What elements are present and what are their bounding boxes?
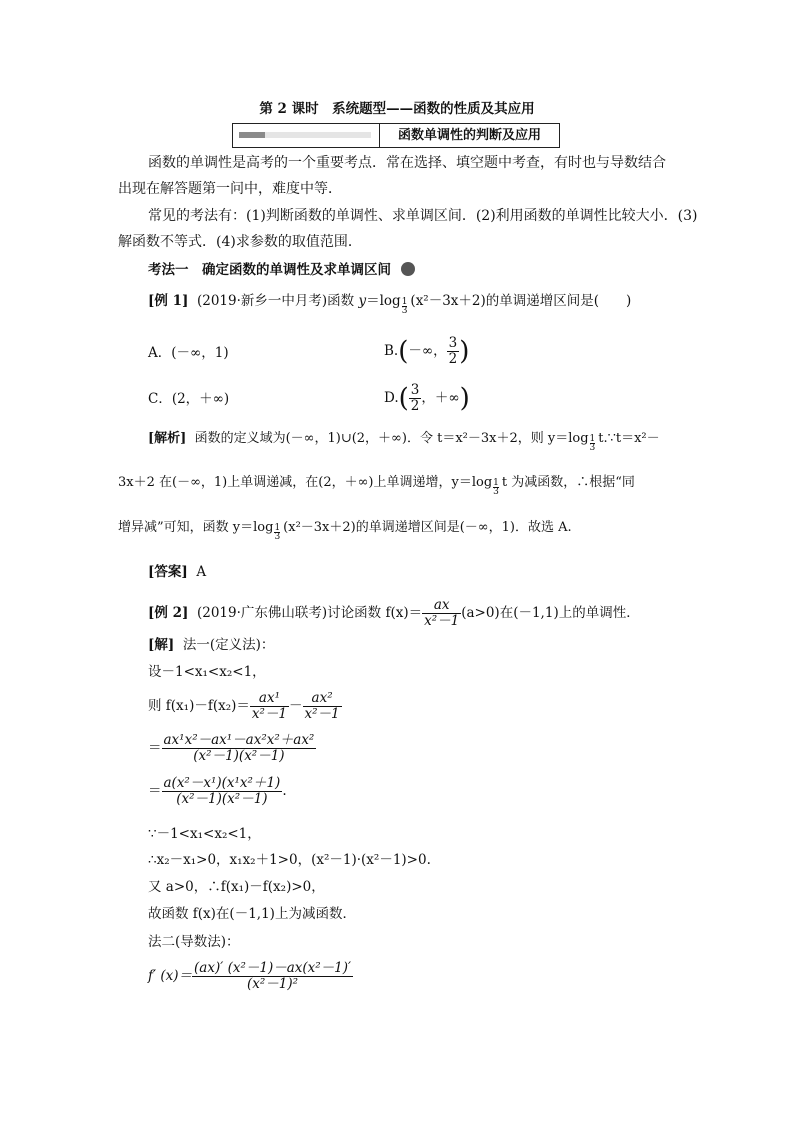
solution-step-5: ∴x₂－x₁>0，x₁x₂＋1>0，(x²－1)·(x²－1)>0.	[148, 852, 431, 868]
example-1-question: [例 1] (2019·新乡一中月考)函数 y＝log $\frac{1}{3} (x^2-3x+2)$的单调递增区间是( )	[148, 293, 632, 316]
solution-step-2: ＝ $\frac{\text{ax¹x²－ax¹－ax²x²＋ax²}}{\text{(x²－1)(x²－1)}}$	[148, 732, 315, 764]
option-b: B.(－∞， $\frac{3}{2}$ )	[384, 335, 470, 367]
solution-step-1: 则 f(x₁)－f(x₂)＝ $\frac{\text{ax¹}}{\text{x²－1}}$ － $\frac{\text{ax²}}{\text{x²－1}}$	[148, 690, 340, 722]
intro-paragraph-2-line-1: 常见的考法有：(1)判断函数的单调性、求单调区间．(2)利用函数的单调性比较大小．(3)	[148, 208, 698, 224]
intro-paragraph-1-line-1: 函数的单调性是高考的一个重要考点．常在选择、填空题中考查，有时也与导数结合	[148, 155, 666, 171]
solution-set-line: 设－1<x₁<x₂<1，	[148, 664, 266, 680]
answer-line: [答案] A	[148, 564, 207, 580]
banner-progress-bar	[239, 132, 371, 138]
method-1-heading: 考法一 确定函数的单调性及求单调区间	[148, 261, 415, 279]
example-2-question: [例 2] (2019·广东佛山联考)讨论函数 f(x)＝ $\frac{ax}{\text{x²－1}}$ (a>0)在(－1,1)上的单调性．	[148, 597, 640, 629]
banner-label: 函数单调性的判断及应用	[397, 128, 541, 143]
intro-paragraph-2-line-2: 解函数不等式．(4)求参数的取值范围．	[118, 234, 362, 250]
solution-step-3: ＝ $\frac{\text{a(x²－x¹)(x¹x²＋1)}}{\text{(x²－1)(x²－1)}}$ .	[148, 775, 287, 807]
solution-step-7: 故函数 f(x)在(－1,1)上为减函数．	[148, 906, 356, 922]
banner-progress-area	[233, 124, 380, 147]
analysis-line-1: [解析] 函数的定义域为(－∞，1)∪(2，＋∞)．令 t＝x²－3x＋2，则 y＝log $\frac{1}{3}$ t.∵t＝x²－	[148, 431, 660, 453]
solution-step-4: ∵－1<x₁<x₂<1，	[148, 826, 261, 842]
lesson-title: 第 2 课时 系统题型——函数的性质及其应用	[259, 101, 535, 117]
solution-label-line: [解] 法一(定义法)：	[148, 637, 275, 653]
option-a: A．(－∞，1)	[148, 345, 229, 361]
analysis-line-3: 增异减”可知，函数 y＝log $\frac{1}{3} (x^2-3x+2)$的单调递增区间是(－∞，1)．故选 A.	[118, 520, 572, 542]
section-banner	[232, 123, 560, 148]
option-c: C．(2，＋∞)	[148, 391, 230, 407]
solution-method-2: 法二(导数法)：	[148, 934, 240, 950]
option-d: D.( $\frac{3}{2}$ ，＋∞)	[384, 382, 470, 414]
analysis-line-2: 3x＋2 在(－∞，1)上单调递减，在(2，＋∞)上单调递增，y＝log $\frac{1}{3}$ t 为减函数，∴根据“同	[118, 475, 635, 497]
intro-paragraph-1-line-2: 出现在解答题第一问中，难度中等．	[118, 181, 342, 197]
solution-step-6: 又 a>0，∴f(x₁)－f(x₂)>0，	[148, 879, 325, 895]
bullet-dot-icon	[401, 262, 415, 276]
derivative-line: f′ (x)＝ $\frac{\text{(ax)′ (x²－1)－ax(x²－1)′}}{\text{(x²－1)²}}$	[148, 960, 352, 992]
